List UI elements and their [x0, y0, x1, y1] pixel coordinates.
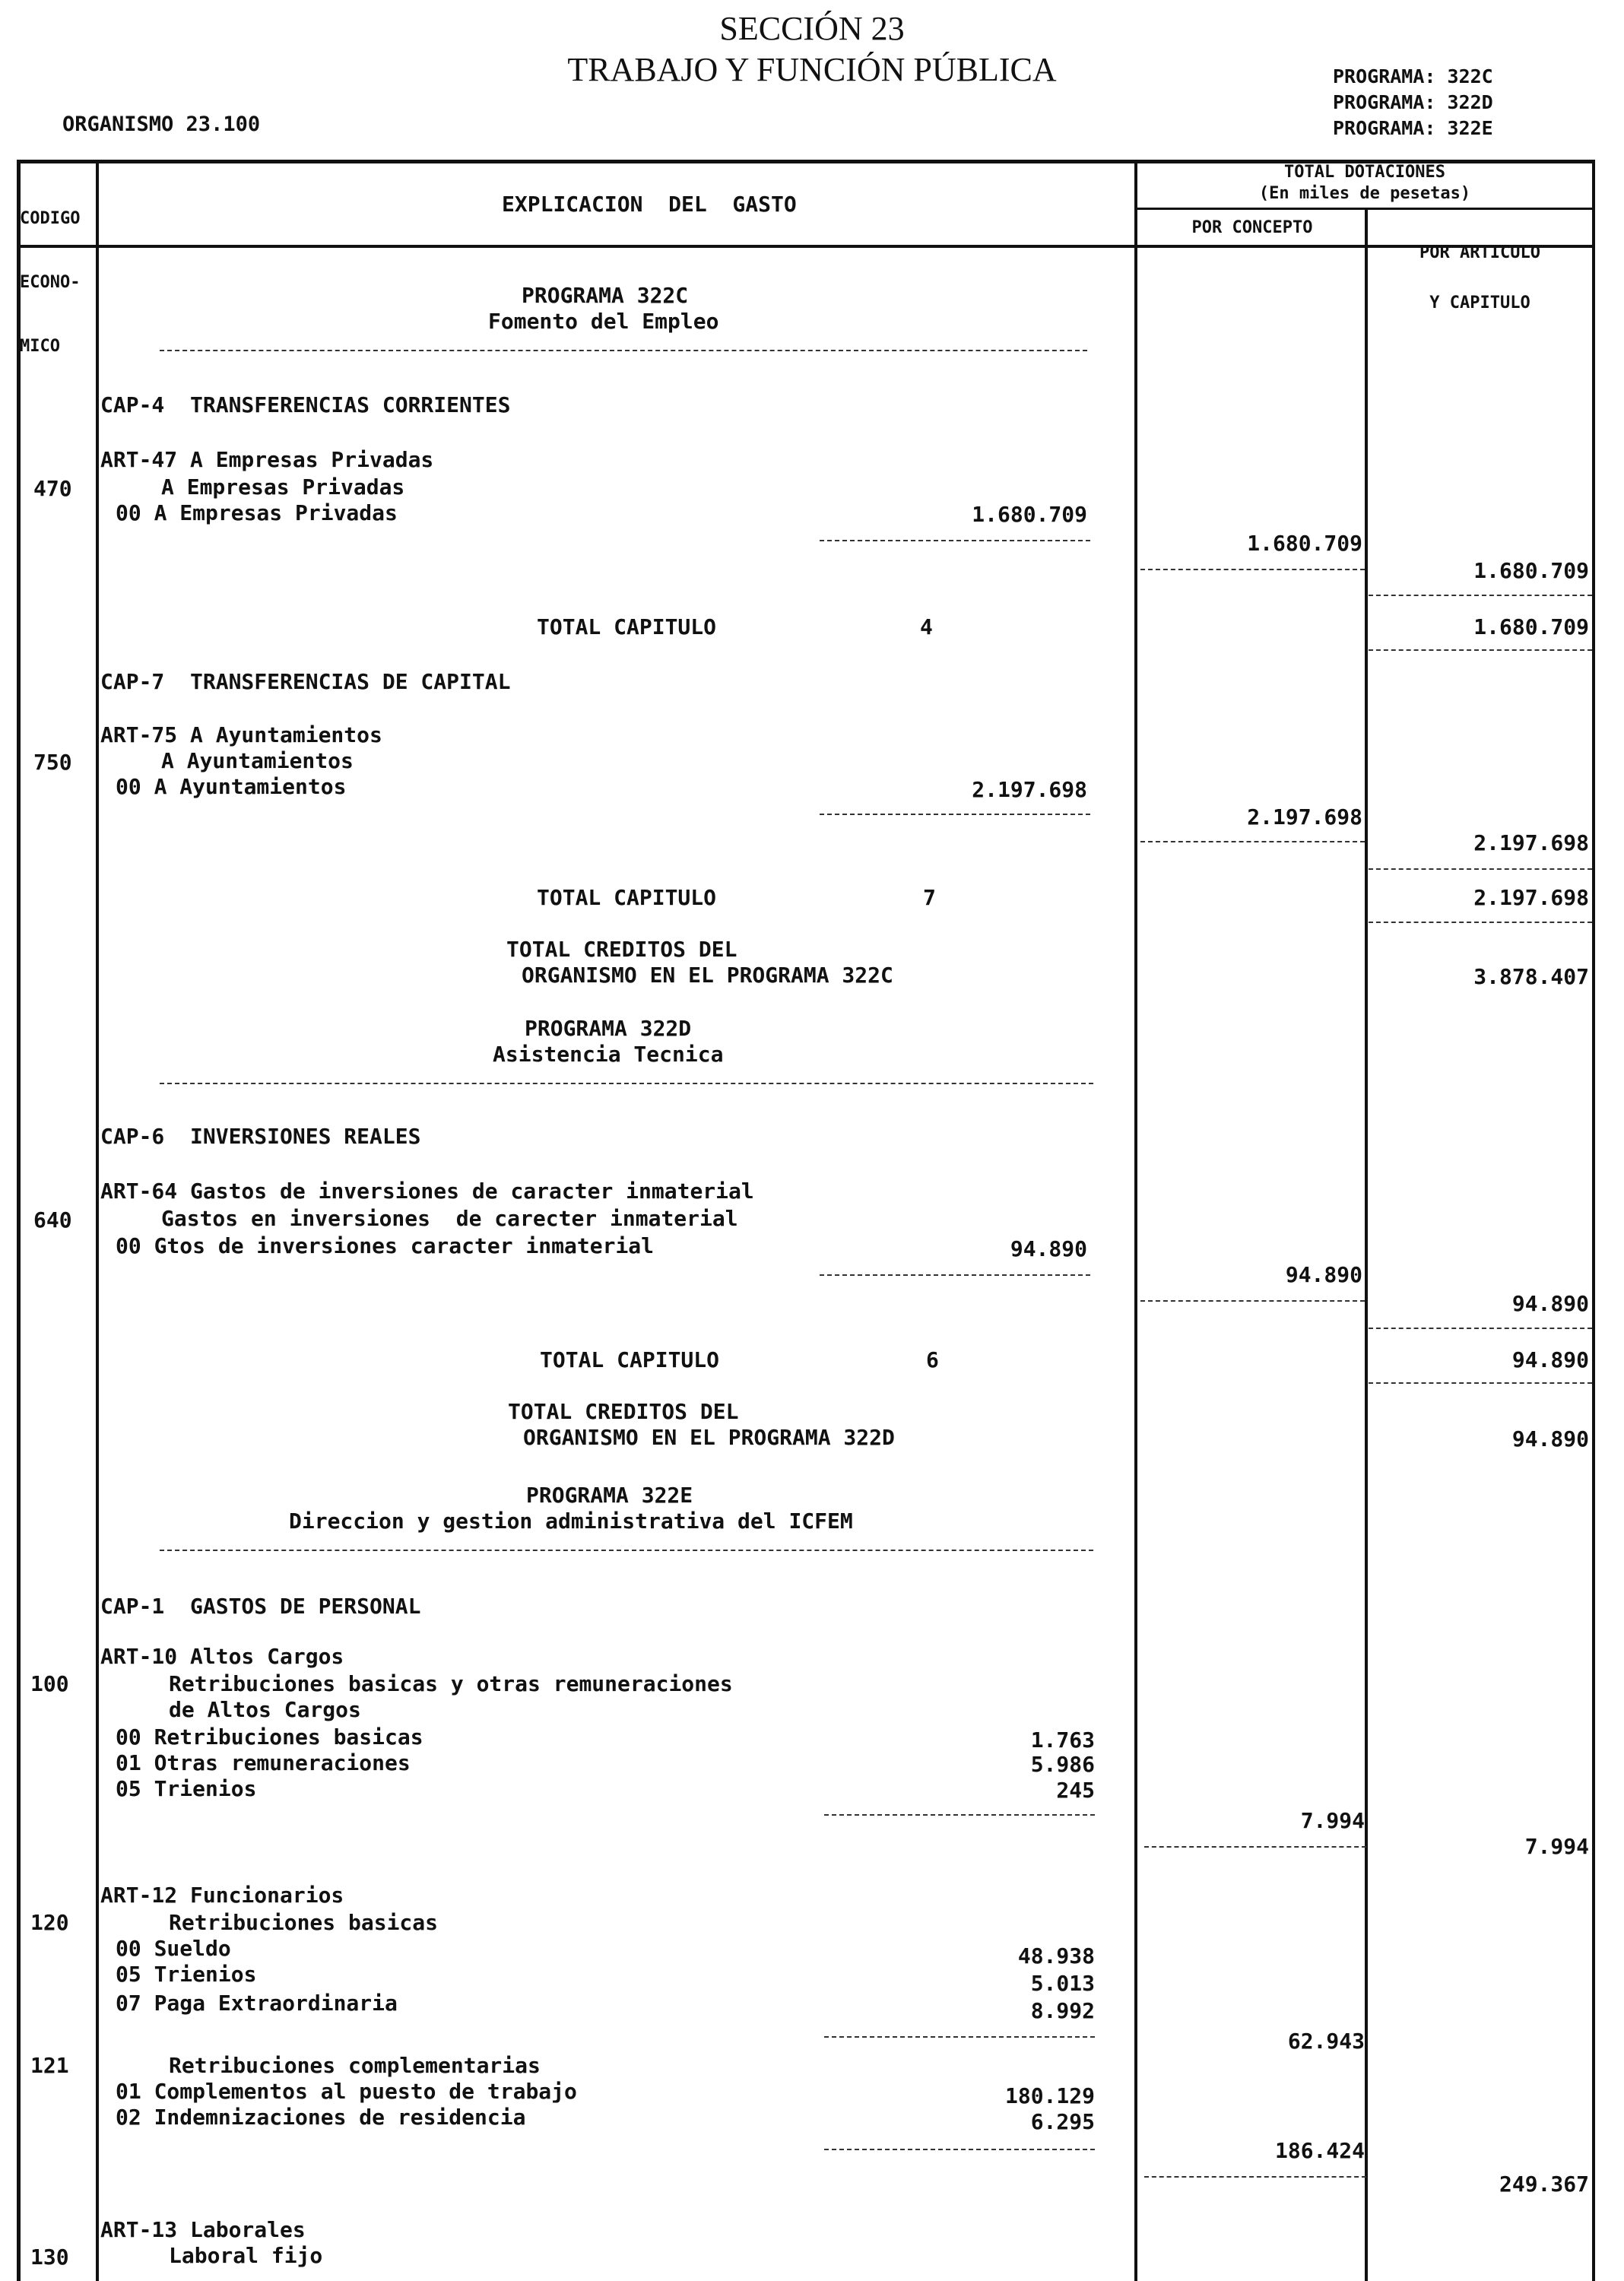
- art12-heading: ART-12 Funcionarios: [100, 1883, 344, 1908]
- art12-121-item-02: 02 Indemnizaciones de residencia: [116, 2105, 526, 2130]
- art47-item-00-value: 1.680.709: [972, 502, 1087, 527]
- programa-322c-label: PROGRAMA: 322C: [1333, 65, 1493, 87]
- art12-item-07: 07 Paga Extraordinaria: [116, 1991, 398, 2016]
- cap7-heading: CAP-7 TRANSFERENCIAS DE CAPITAL: [100, 669, 511, 694]
- programa-322c-name: Fomento del Empleo: [488, 309, 719, 334]
- art13-heading: ART-13 Laborales: [100, 2217, 306, 2242]
- cap4-heading: CAP-4 TRANSFERENCIAS CORRIENTES: [100, 392, 511, 417]
- art12-121-item-01-value: 180.129: [1004, 2083, 1095, 2108]
- column-divider-concepto: [1365, 210, 1368, 2281]
- art64-articulo-value: 94.890: [1511, 1291, 1589, 1316]
- art12-121-item-02-value: 6.295: [1030, 2109, 1095, 2134]
- programa-322e-title: PROGRAMA 322E: [526, 1483, 693, 1508]
- table-left-border: [17, 160, 21, 2281]
- concepto-rule: [1140, 841, 1365, 842]
- art10-heading: ART-10 Altos Cargos: [100, 1644, 344, 1669]
- subtotal-rule: [820, 540, 1090, 541]
- programa-322e-label: PROGRAMA: 322E: [1333, 117, 1493, 139]
- art10-subheading-line1: Retribuciones basicas y otras remuneraciones: [169, 1671, 733, 1696]
- art47-subheading: A Empresas Privadas: [161, 474, 405, 500]
- programa-322c-title: PROGRAMA 322C: [522, 283, 689, 308]
- art10-item-00: 00 Retribuciones basicas: [116, 1724, 423, 1750]
- art12-121-item-01: 01 Complementos al puesto de trabajo: [116, 2079, 577, 2104]
- art12-item-00-value: 48.938: [1017, 1943, 1095, 1969]
- art64-item-00: 00 Gtos de inversiones caracter inmaterial: [116, 1233, 655, 1258]
- total-creditos-322c-line1: TOTAL CREDITOS DEL: [506, 937, 737, 962]
- art10-item-05-value: 245: [1056, 1778, 1095, 1803]
- dotaciones-subheader-line: [1134, 208, 1595, 210]
- art64-item-00-value: 94.890: [1010, 1236, 1087, 1261]
- art12-item-05-value: 5.013: [1030, 1971, 1095, 1996]
- concepto-rule: [1144, 2176, 1366, 2178]
- total-creditos-322c-value: 3.878.407: [1473, 964, 1589, 989]
- section-separator: [160, 1083, 1093, 1084]
- column-divider-code: [96, 160, 99, 2281]
- explicacion-header: EXPLICACION DEL GASTO: [502, 192, 797, 217]
- art12-121-subheading: Retribuciones complementarias: [169, 2053, 541, 2078]
- subtotal-rule: [824, 1814, 1095, 1816]
- art47-item-00: 00 A Empresas Privadas: [116, 500, 398, 525]
- articulo-rule: [1369, 1382, 1592, 1384]
- art10-item-05: 05 Trienios: [116, 1776, 257, 1801]
- organismo-label: ORGANISMO 23.100: [62, 113, 261, 136]
- art12-121-concepto-value: 186.424: [1274, 2138, 1365, 2163]
- art75-concepto-value: 2.197.698: [1247, 804, 1362, 830]
- art47-heading: ART-47 A Empresas Privadas: [100, 447, 434, 472]
- articulo-rule: [1369, 649, 1592, 651]
- programa-322d-name: Asistencia Tecnica: [493, 1042, 724, 1067]
- codigo-header: CODIGO ECONO- MICO: [20, 209, 81, 356]
- section-separator: [160, 350, 1087, 351]
- table-right-border: [1592, 160, 1595, 2281]
- table-header-border: [17, 245, 1595, 248]
- concepto-rule: [1144, 1846, 1366, 1848]
- section-separator: [160, 1550, 1093, 1551]
- concepto-rule: [1140, 1300, 1365, 1302]
- code-121: 121: [30, 2053, 69, 2078]
- subtotal-rule: [820, 1274, 1090, 1276]
- subtotal-rule: [824, 2149, 1095, 2150]
- subtotal-rule: [820, 814, 1090, 815]
- total-creditos-322d-line1: TOTAL CREDITOS DEL: [508, 1399, 739, 1424]
- art75-articulo-value: 2.197.698: [1473, 830, 1589, 855]
- code-120: 120: [30, 1910, 69, 1935]
- programa-322d-label: PROGRAMA: 322D: [1333, 91, 1493, 113]
- column-divider-explicacion: [1134, 160, 1137, 2281]
- total-cap7-label: TOTAL CAPITULO: [537, 885, 717, 910]
- total-cap6-value: 94.890: [1511, 1347, 1589, 1372]
- art10-item-01: 01 Otras remuneraciones: [116, 1750, 411, 1775]
- art75-item-00: 00 A Ayuntamientos: [116, 774, 347, 799]
- total-cap7-number: 7: [923, 885, 936, 910]
- total-cap4-number: 4: [920, 614, 933, 639]
- total-creditos-322d-line2: ORGANISMO EN EL PROGRAMA 322D: [523, 1425, 895, 1450]
- total-creditos-322c-line2: ORGANISMO EN EL PROGRAMA 322C: [522, 963, 893, 988]
- code-750: 750: [33, 750, 72, 775]
- code-100: 100: [30, 1671, 69, 1696]
- art10-articulo-value: 7.994: [1524, 1834, 1589, 1859]
- art64-subheading: Gastos en inversiones de carecter inmaterial: [161, 1206, 738, 1231]
- art12-120-concepto-value: 62.943: [1287, 2029, 1365, 2054]
- total-creditos-322d-value: 94.890: [1511, 1426, 1589, 1451]
- code-470: 470: [33, 476, 72, 501]
- por-concepto-header: POR CONCEPTO: [1191, 218, 1313, 237]
- concepto-rule: [1140, 569, 1365, 570]
- art10-subheading-line2: de Altos Cargos: [169, 1697, 361, 1722]
- art12-articulo-value: 249.367: [1499, 2172, 1589, 2197]
- art75-heading: ART-75 A Ayuntamientos: [100, 722, 382, 747]
- art12-item-07-value: 8.992: [1030, 1998, 1095, 2023]
- articulo-rule: [1369, 595, 1592, 596]
- subtotal-rule: [824, 2036, 1095, 2038]
- art12-item-00: 00 Sueldo: [116, 1936, 231, 1961]
- code-640: 640: [33, 1207, 72, 1233]
- art47-articulo-value: 1.680.709: [1473, 558, 1589, 583]
- art64-heading: ART-64 Gastos de inversiones de caracter inmaterial: [100, 1179, 754, 1204]
- total-cap4-value: 1.680.709: [1473, 614, 1589, 639]
- art75-item-00-value: 2.197.698: [972, 777, 1087, 802]
- total-cap6-number: 6: [926, 1347, 939, 1372]
- programa-322e-name: Direccion y gestion administrativa del ICFEM: [289, 1509, 853, 1534]
- art12-item-05: 05 Trienios: [116, 1962, 257, 1987]
- total-cap4-label: TOTAL CAPITULO: [537, 614, 717, 639]
- art13-subheading: Laboral fijo: [169, 2243, 323, 2268]
- total-dotaciones-header: TOTAL DOTACIONES: [1284, 163, 1445, 182]
- en-miles-header: (En miles de pesetas): [1258, 184, 1471, 203]
- art12-subheading: Retribuciones basicas: [169, 1910, 439, 1935]
- art10-concepto-value: 7.994: [1300, 1808, 1365, 1833]
- art10-item-01-value: 5.986: [1030, 1752, 1095, 1777]
- ministry-title: TRABAJO Y FUNCIÓN PÚBLICA: [567, 51, 1057, 88]
- section-title: SECCIÓN 23: [719, 10, 905, 47]
- art47-concepto-value: 1.680.709: [1247, 531, 1362, 556]
- total-cap6-label: TOTAL CAPITULO: [540, 1347, 720, 1372]
- programa-322d-title: PROGRAMA 322D: [525, 1016, 692, 1041]
- cap1-heading: CAP-1 GASTOS DE PERSONAL: [100, 1594, 421, 1619]
- cap6-heading: CAP-6 INVERSIONES REALES: [100, 1124, 421, 1149]
- por-articulo-header: POR ARTICULO Y CAPITULO: [1419, 243, 1540, 312]
- articulo-rule: [1369, 922, 1592, 923]
- code-130: 130: [30, 2245, 69, 2270]
- articulo-rule: [1369, 868, 1592, 870]
- total-cap7-value: 2.197.698: [1473, 885, 1589, 910]
- articulo-rule: [1369, 1328, 1592, 1329]
- art64-concepto-value: 94.890: [1285, 1262, 1362, 1287]
- art10-item-00-value: 1.763: [1030, 1727, 1095, 1753]
- art75-subheading: A Ayuntamientos: [161, 748, 354, 773]
